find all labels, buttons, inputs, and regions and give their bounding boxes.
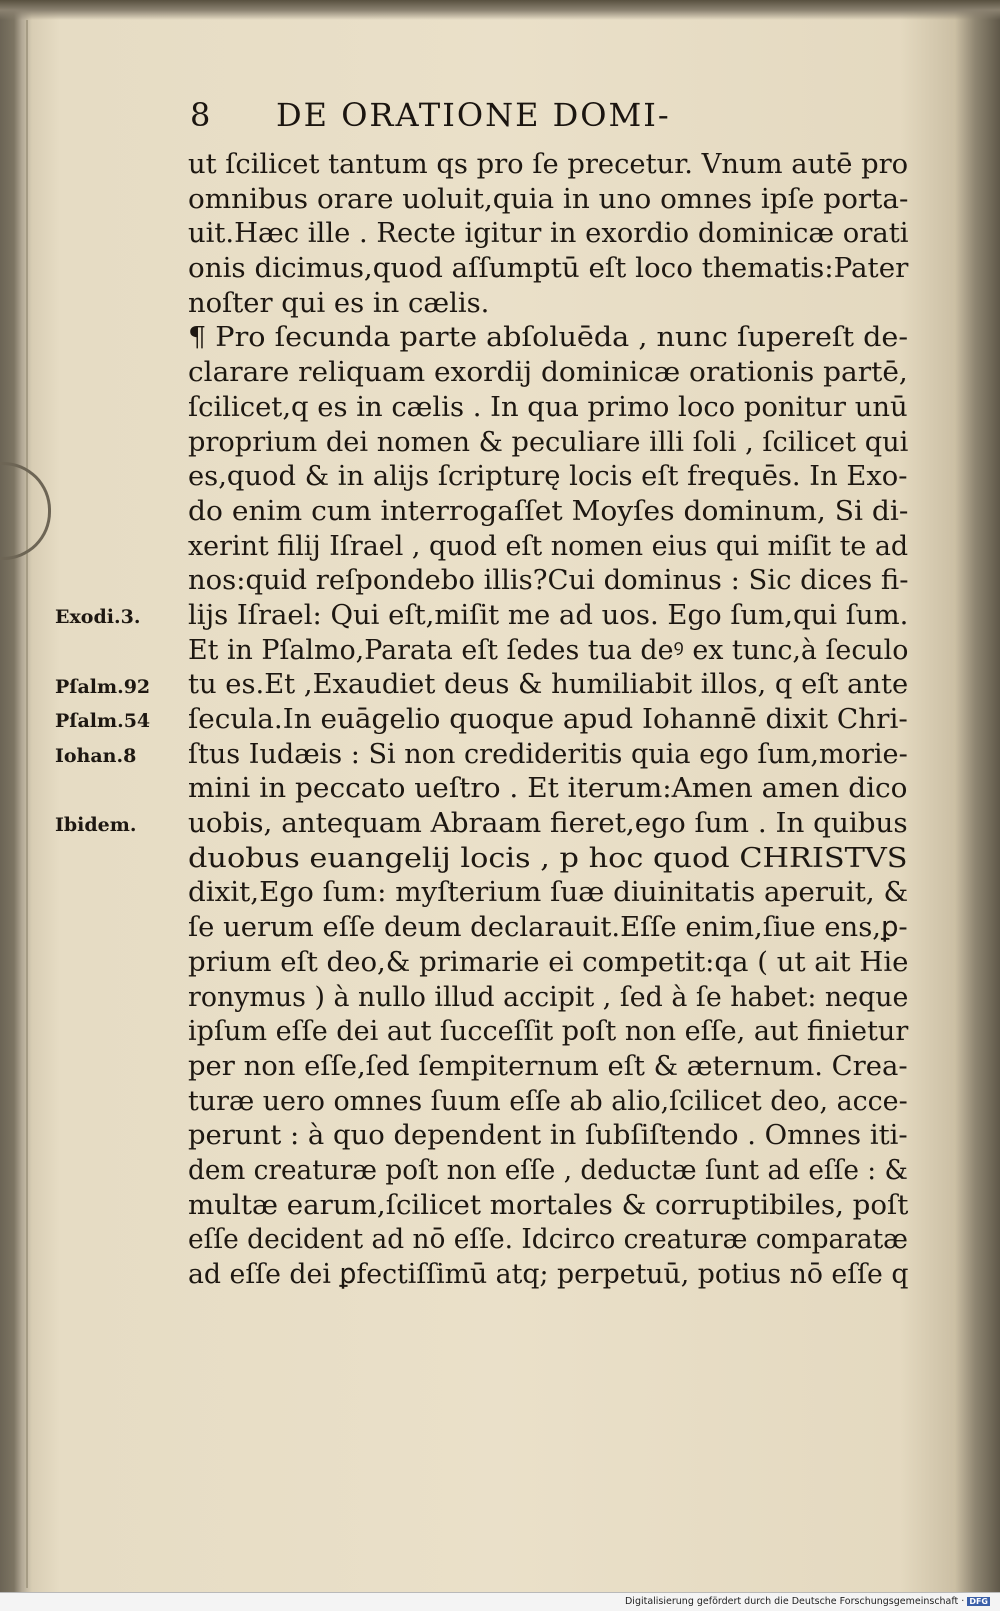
marginal-note: Iohan.8 [55,744,137,767]
text-line: do enim cum interrogaſſet Moyſes dominum, Si di- [188,495,909,527]
text-line: ¶ Pro ſecunda parte abſoluēda , nunc ſupereſt de- [188,322,909,354]
text-line: nos:quid reſpondebo illis?Cui dominus : Sic dices fi- [188,565,909,597]
text-line: uobis, antequam Abraam fieret,ego ſum . In quibus [188,808,908,840]
body-text [188,148,913,1293]
dfg-logo: DFG [969,1597,988,1606]
text-line: multæ earum,ſcilicet mortales & corruptibiles, poſt [188,1189,909,1221]
text-line: onis dicimus,quod aſſumptū eſt loco thematis:Pater [188,253,909,285]
page-number: 8 [190,96,213,134]
text-line: noſter qui es in cælis. [188,287,490,319]
text-line: ronymus ) à nullo illud accipit , ſed à ſe habet: neque [188,981,909,1013]
text-line: turæ uero omnes ſuum eſſe ab alio,ſcilicet deo, acce- [188,1085,908,1117]
text-line: lijs Iſrael: Qui eſt,miſit me ad uos. Ego ſum,qui ſum. [188,599,909,631]
text-line: proprium dei nomen & peculiare illi ſoli , ſcilicet qui [188,426,909,458]
text-line: duobus euangelij locis , p hoc quod CHRISTVS [188,842,908,874]
text-line: mini in peccato ueſtro . Et iterum:Amen amen dico [188,773,908,805]
binding-shadow [0,0,1000,20]
marginal-note: Pſalm.54 [55,710,151,733]
text-line: eſſe decident ad nō eſſe. Idcirco creaturæ comparatæ [188,1224,909,1256]
text-line: clarare reliquam exordij dominicæ orationis partē, [188,357,908,389]
text-line: ut ſcilicet tantum qs pro ſe precetur. Vnum autē pro [188,149,909,180]
text-line: ipſum eſſe dei aut ſucceſſit poſt non eſſe, aut finietur [188,1016,909,1048]
footer-credit [625,1596,990,1607]
text-line: perunt : à quo dependent in ſubſiſtendo . Omnes iti- [188,1120,908,1152]
text-line: omnibus orare uoluit,quia in uno omnes ipſe porta- [188,183,909,215]
text-line: per non eſſe,ſed ſempiternum eſt & æternum. Crea- [188,1050,908,1082]
text-line: dixit,Ego ſum: myſterium ſuæ diuinitatis aperuit, & [188,877,909,909]
text-line: dem creaturæ poſt non eſſe , deductæ ſunt ad eſſe : & [188,1154,908,1186]
text-line: es,quod & in alijs ſcripturę locis eſt frequēs. In Exo- [188,461,908,493]
text-line: tu es.Et ,Exaudiet deus & humiliabit illos, q eſt ante [188,669,909,701]
footer-credit-text: Digitalisierung gefördert durch die Deutsche Forschungsgemeinschaft · [624,1596,965,1607]
running-title: DE ORATIONE DOMI- [276,96,671,134]
text-line: Et in Pſalmo,Parata eſt ſedes tua deꝰ ex tunc,à ſeculo [188,634,909,666]
text-line: ad eſſe dei ꝑfectiſſimū atq; perpetuū, potius nō eſſe q [188,1259,909,1290]
running-header [190,96,671,134]
page-edge [26,20,28,1588]
text-line: ſecula.In euāgelio quoque apud Iohannē dixit Chri- [188,704,908,735]
text-line: prium eſt deo,& primarie ei competit:qa ( ut ait Hie [188,946,909,978]
text-line: uit.Hæc ille . Recte igitur in exordio dominicæ orati [188,218,909,250]
marginal-note: Exodi.3. [55,606,141,629]
marginal-note: Pſalm.92 [55,675,151,698]
text-line: xerint filij Iſrael , quod eſt nomen eius qui miſit te ad [188,530,909,562]
book-clasp [0,462,51,560]
text-line: ſe uerum eſſe deum declarauit.Eſſe enim,ſiue ens,ꝑ- [188,912,908,944]
marginal-note: Ibidem. [55,814,137,837]
text-line: ſtus Iudæis : Si non credideritis quia ego ſum,morie- [188,738,908,770]
text-line: ſcilicet,q es in cælis . In qua primo loco ponitur unū [188,391,908,423]
